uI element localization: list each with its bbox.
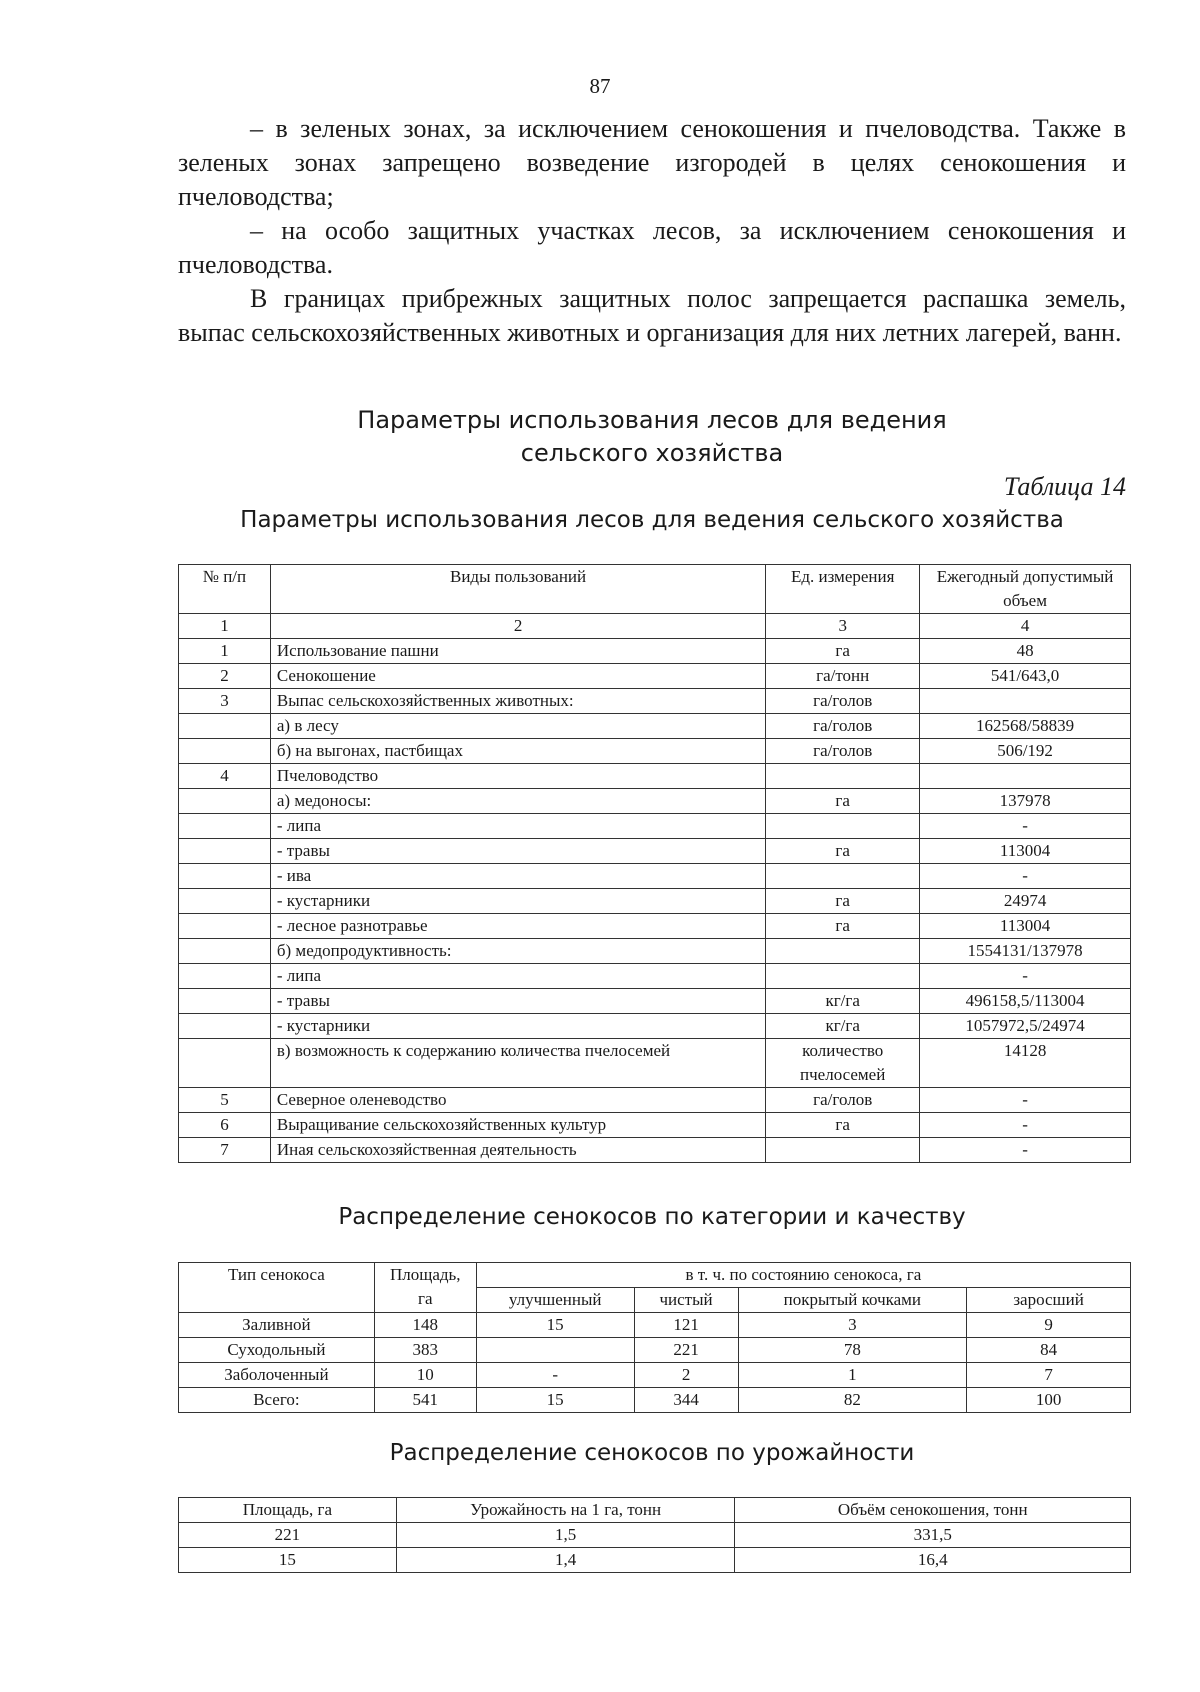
table-cell: Заливной — [179, 1313, 375, 1338]
table-cell: 5 — [179, 1088, 271, 1113]
subheader-overgrown: заросший — [967, 1288, 1131, 1313]
table-cell: 10 — [374, 1363, 476, 1388]
table-cell: Заболоченный — [179, 1363, 375, 1388]
table-cell: 148 — [374, 1313, 476, 1338]
table-cell: кг/га — [766, 1014, 920, 1039]
table-cell — [920, 689, 1131, 714]
table-cell: 162568/58839 — [920, 714, 1131, 739]
table-cell: - кустарники — [270, 889, 765, 914]
table-cell: га — [766, 789, 920, 814]
table-row — [179, 914, 1131, 939]
table-cell — [179, 714, 271, 739]
hay-yield-header-row — [179, 1498, 1131, 1523]
table-cell: б) на выгонах, пастбищах — [270, 739, 765, 764]
header-unit: Ед. измерения — [766, 565, 920, 614]
table-cell: - — [920, 1088, 1131, 1113]
table-cell: 7 — [179, 1138, 271, 1163]
table-cell: - — [920, 1113, 1131, 1138]
table-row — [179, 1138, 1131, 1163]
table-cell: га/голов — [766, 739, 920, 764]
table-cell: 9 — [967, 1313, 1131, 1338]
table-cell: 24974 — [920, 889, 1131, 914]
header-annual-volume: Ежегодный допустимый объем — [920, 565, 1131, 614]
table-cell — [766, 864, 920, 889]
header-yield: Урожайность на 1 га, тонн — [396, 1498, 735, 1523]
table-row — [179, 789, 1131, 814]
table-row — [179, 1113, 1131, 1138]
table-cell — [179, 1039, 271, 1088]
table-cell: 2 — [634, 1363, 738, 1388]
subheader-clean: чистый — [634, 1288, 738, 1313]
paragraph-coastal-strips: В границах прибрежных защитных полос запрещается распашка земель, выпас сельскохозяйственных животных и организация для них летних лагерей, ванн. — [178, 284, 1126, 347]
table-cell: - — [920, 864, 1131, 889]
table-cell — [179, 964, 271, 989]
table-cell: 15 — [476, 1388, 634, 1413]
table-cell — [179, 839, 271, 864]
table-cell: Выращивание сельскохозяйственных культур — [270, 1113, 765, 1138]
table-cell: 15 — [179, 1548, 397, 1573]
table-row — [179, 1523, 1131, 1548]
table-row — [179, 1338, 1131, 1363]
table-cell: Сенокошение — [270, 664, 765, 689]
table-cell: 1,4 — [396, 1548, 735, 1573]
table-cell: 383 — [374, 1338, 476, 1363]
table-cell: 78 — [738, 1338, 967, 1363]
table-cell: га — [766, 1113, 920, 1138]
table-row — [179, 639, 1131, 664]
table-cell: 1554131/137978 — [920, 939, 1131, 964]
table-cell: Иная сельскохозяйственная деятельность — [270, 1138, 765, 1163]
column-number-row — [179, 614, 1131, 639]
table-cell: - травы — [270, 989, 765, 1014]
table-row — [179, 1014, 1131, 1039]
table-cell: 344 — [634, 1388, 738, 1413]
section-heading-line-1: Параметры использования лесов для ведения — [357, 406, 947, 434]
table-cell: Выпас сельскохозяйственных животных: — [270, 689, 765, 714]
table-cell: - кустарники — [270, 1014, 765, 1039]
table-cell: 3 — [738, 1313, 967, 1338]
table-cell: 121 — [634, 1313, 738, 1338]
table-row — [179, 964, 1131, 989]
table-cell: - — [920, 814, 1131, 839]
table-cell: Северное оленеводство — [270, 1088, 765, 1113]
table-cell: 16,4 — [735, 1548, 1131, 1573]
table-row — [179, 864, 1131, 889]
header-condition-group: в т. ч. по состоянию сенокоса, га — [476, 1263, 1130, 1288]
table-cell: 14128 — [920, 1039, 1131, 1088]
section-heading-line-2: сельского хозяйства — [520, 439, 784, 467]
table-cell — [179, 989, 271, 1014]
table-row — [179, 1388, 1131, 1413]
table-cell: 137978 — [920, 789, 1131, 814]
table-row — [179, 689, 1131, 714]
subheader-hummocky: покрытый кочками — [738, 1288, 967, 1313]
header-area: Площадь, га — [374, 1263, 476, 1313]
table-cell: 541/643,0 — [920, 664, 1131, 689]
table-row — [179, 814, 1131, 839]
page-number: 87 — [589, 74, 611, 98]
header-area: Площадь, га — [179, 1498, 397, 1523]
header-volume: Объём сенокошения, тонн — [735, 1498, 1131, 1523]
table-cell: 82 — [738, 1388, 967, 1413]
table-cell — [179, 789, 271, 814]
table-cell — [179, 1014, 271, 1039]
table-cell: 331,5 — [735, 1523, 1131, 1548]
table-cell: 541 — [374, 1388, 476, 1413]
header-use-type: Виды пользований — [270, 565, 765, 614]
table-row — [179, 714, 1131, 739]
table-cell — [179, 889, 271, 914]
table-cell — [179, 814, 271, 839]
table-cell — [766, 939, 920, 964]
table-cell — [179, 939, 271, 964]
table-cell: га — [766, 914, 920, 939]
table-row — [179, 1363, 1131, 1388]
table-cell — [766, 814, 920, 839]
table-row — [179, 1548, 1131, 1573]
table-cell: количество пчелосемей — [766, 1039, 920, 1088]
table-cell: 7 — [967, 1363, 1131, 1388]
table-cell: га — [766, 839, 920, 864]
table-cell: - липа — [270, 814, 765, 839]
colnum: 2 — [270, 614, 765, 639]
table-cell: га — [766, 639, 920, 664]
hay-yield-table — [178, 1497, 1131, 1573]
table-cell: - ива — [270, 864, 765, 889]
table-row — [179, 739, 1131, 764]
table-cell — [179, 914, 271, 939]
hay-quality-table — [178, 1262, 1131, 1413]
table-cell — [179, 739, 271, 764]
table-number: Таблица 14 — [1003, 472, 1126, 501]
hay-yield-title: Распределение сенокосов по урожайности — [389, 1440, 915, 1466]
table-cell: га/голов — [766, 689, 920, 714]
table-cell: кг/га — [766, 989, 920, 1014]
table-cell: - липа — [270, 964, 765, 989]
table-row — [179, 764, 1131, 789]
table-cell: 1 — [179, 639, 271, 664]
table-cell: 1057972,5/24974 — [920, 1014, 1131, 1039]
table-cell — [476, 1338, 634, 1363]
table-cell — [766, 764, 920, 789]
table-cell: 506/192 — [920, 739, 1131, 764]
table-cell: 4 — [179, 764, 271, 789]
table-cell: Суходольный — [179, 1338, 375, 1363]
table-cell: 84 — [967, 1338, 1131, 1363]
table-cell: а) медоносы: — [270, 789, 765, 814]
table-cell: га/голов — [766, 1088, 920, 1113]
table-cell: 1,5 — [396, 1523, 735, 1548]
paragraph-protective-areas: – на особо защитных участках лесов, за исключением сенокошения и пчеловодства. — [178, 216, 1126, 279]
table-cell: в) возможность к содержанию количества пчелосемей — [270, 1039, 765, 1088]
table-cell: га/голов — [766, 714, 920, 739]
table-cell: 48 — [920, 639, 1131, 664]
table-cell: 6 — [179, 1113, 271, 1138]
forest-use-table — [178, 564, 1131, 1163]
table-cell: 113004 — [920, 914, 1131, 939]
table-cell — [920, 764, 1131, 789]
table-row — [179, 989, 1131, 1014]
colnum: 3 — [766, 614, 920, 639]
table-cell: - лесное разнотравье — [270, 914, 765, 939]
subheader-improved: улучшенный — [476, 1288, 634, 1313]
table-cell: 15 — [476, 1313, 634, 1338]
table-cell: га — [766, 889, 920, 914]
table-cell: 1 — [738, 1363, 967, 1388]
table-cell: Использование пашни — [270, 639, 765, 664]
table-cell: 221 — [634, 1338, 738, 1363]
table-row — [179, 1039, 1131, 1088]
table-cell: - — [920, 964, 1131, 989]
table-cell — [179, 864, 271, 889]
table-row — [179, 664, 1131, 689]
table-row — [179, 1088, 1131, 1113]
table-cell — [766, 964, 920, 989]
table-cell: 496158,5/113004 — [920, 989, 1131, 1014]
table-cell: 113004 — [920, 839, 1131, 864]
table-cell: га/тонн — [766, 664, 920, 689]
hay-quality-title: Распределение сенокосов по категории и качеству — [338, 1204, 966, 1230]
header-hay-type: Тип сенокоса — [179, 1263, 375, 1313]
table-header-row — [179, 565, 1131, 614]
table-row — [179, 939, 1131, 964]
table-cell: б) медопродуктивность: — [270, 939, 765, 964]
table-cell: - — [920, 1138, 1131, 1163]
table-cell: - — [476, 1363, 634, 1388]
table-cell: 2 — [179, 664, 271, 689]
table-cell: 221 — [179, 1523, 397, 1548]
table-cell: Пчеловодство — [270, 764, 765, 789]
hay-quality-header-row — [179, 1263, 1131, 1288]
table-cell: 100 — [967, 1388, 1131, 1413]
table-title: Параметры использования лесов для ведения сельского хозяйства — [240, 507, 1064, 533]
header-number: № п/п — [179, 565, 271, 614]
table-row — [179, 839, 1131, 864]
table-cell: - травы — [270, 839, 765, 864]
table-row — [179, 1313, 1131, 1338]
paragraph-green-zones: – в зеленых зонах, за исключением сенокошения и пчеловодства. Также в зеленых зонах запрещено возведение изгородей в целях сенокошения и пчеловодства; — [178, 114, 1126, 211]
table-cell: а) в лесу — [270, 714, 765, 739]
table-cell: 3 — [179, 689, 271, 714]
table-cell — [766, 1138, 920, 1163]
table-row — [179, 889, 1131, 914]
colnum: 4 — [920, 614, 1131, 639]
table-cell: Всего: — [179, 1388, 375, 1413]
colnum: 1 — [179, 614, 271, 639]
